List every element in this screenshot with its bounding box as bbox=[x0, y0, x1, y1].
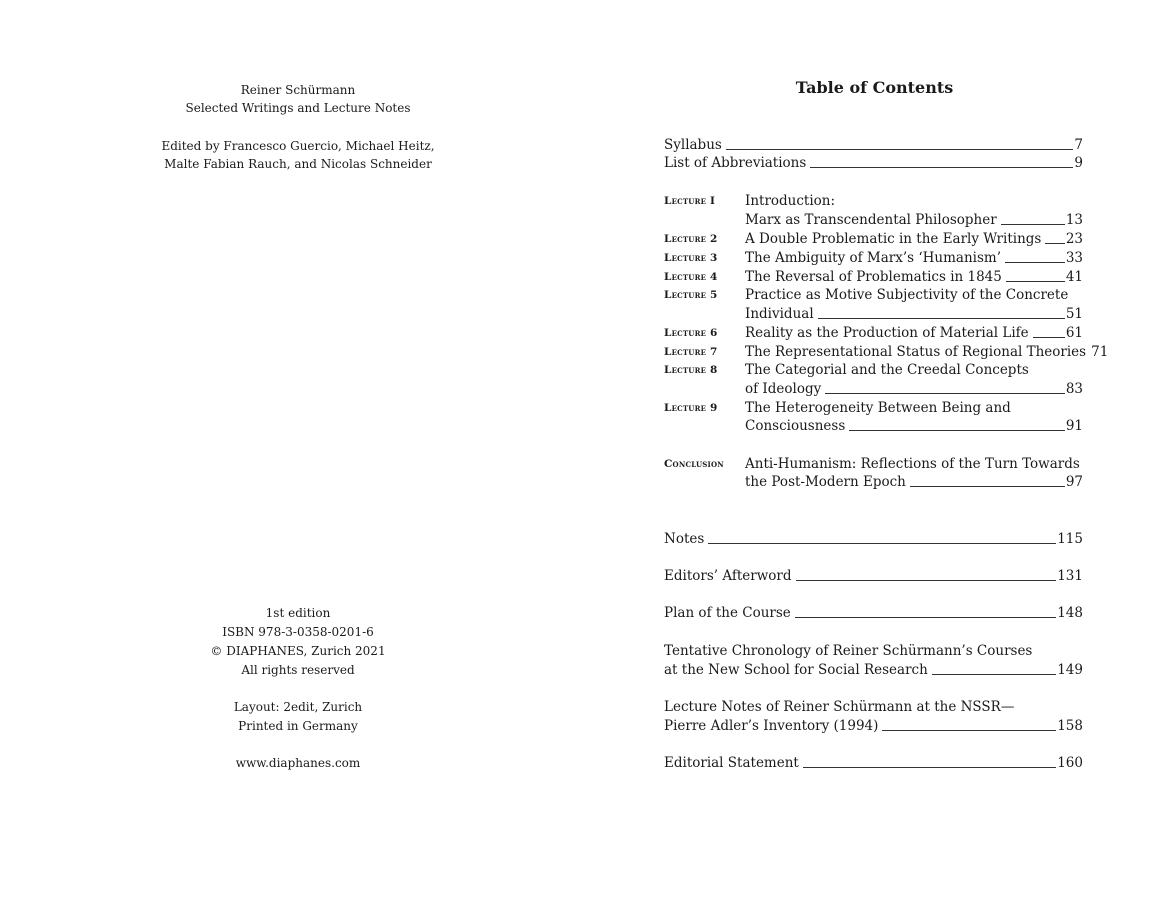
dotted-leader bbox=[1006, 281, 1065, 282]
toc-entry-title: Editors’ Afterword bbox=[664, 568, 792, 584]
lecture-label: Lecture 4 bbox=[664, 271, 718, 283]
toc-entry-lecture-4[interactable] bbox=[745, 268, 1083, 286]
toc-entry-title: The Ambiguity of Marx’s ‘Humanism’ bbox=[745, 250, 1001, 266]
toc-entry-page: 33 bbox=[1065, 250, 1083, 266]
toc-entry-page: 158 bbox=[1057, 718, 1083, 734]
dotted-leader bbox=[803, 767, 1056, 768]
dotted-leader bbox=[810, 167, 1073, 168]
toc-entry-page: 9 bbox=[1074, 155, 1083, 171]
dotted-leader bbox=[1033, 337, 1065, 338]
toc-entry-title: Individual bbox=[745, 306, 814, 322]
toc-entry-page: 91 bbox=[1065, 418, 1083, 434]
toc-entry-title: The Heterogeneity Between Being and bbox=[745, 400, 1011, 416]
dotted-leader bbox=[796, 580, 1057, 581]
dotted-leader bbox=[849, 430, 1065, 431]
toc-entry-lecture-5[interactable] bbox=[745, 305, 1083, 323]
dotted-leader bbox=[1005, 262, 1065, 263]
conclusion-label: Conclusion bbox=[664, 458, 724, 470]
toc-entry-page: 148 bbox=[1057, 605, 1083, 621]
toc-entry-page: 51 bbox=[1065, 306, 1083, 322]
toc-entry-afterword[interactable] bbox=[664, 567, 1083, 585]
toc-entry-page: 115 bbox=[1057, 531, 1083, 547]
dotted-leader bbox=[1045, 243, 1064, 244]
dotted-leader bbox=[910, 486, 1065, 487]
rights: All rights reserved bbox=[241, 663, 355, 677]
lecture-label: Lecture 8 bbox=[664, 364, 718, 376]
toc-entry-notes[interactable] bbox=[664, 530, 1083, 548]
dotted-leader bbox=[818, 318, 1065, 319]
lecture-label: Lecture 2 bbox=[664, 233, 718, 245]
edition: 1st edition bbox=[265, 606, 331, 620]
dotted-leader bbox=[726, 149, 1074, 150]
toc-entry-title: Lecture Notes of Reiner Schürmann at the NSSR— bbox=[664, 699, 1015, 715]
toc-entry-title: Syllabus bbox=[664, 137, 722, 153]
toc-entry-lecture-2[interactable] bbox=[745, 230, 1083, 248]
toc-entry-chronology[interactable] bbox=[664, 661, 1083, 679]
editors-line-2: Malte Fabian Rauch, and Nicolas Schneider bbox=[164, 157, 432, 171]
toc-entry-title: List of Abbreviations bbox=[664, 155, 807, 171]
toc-entry-syllabus[interactable] bbox=[664, 136, 1083, 154]
lecture-label: Lecture 6 bbox=[664, 327, 718, 339]
toc-entry-title: of Ideology bbox=[745, 381, 822, 397]
toc-entry-page: 83 bbox=[1065, 381, 1083, 397]
lecture-label: Lecture 7 bbox=[664, 346, 718, 358]
toc-entry-page: 23 bbox=[1065, 231, 1083, 247]
lecture-label: Lecture 3 bbox=[664, 252, 718, 264]
author-name: Reiner Schürmann bbox=[240, 83, 356, 97]
toc-entry-page: 97 bbox=[1065, 474, 1083, 490]
series-title: Selected Writings and Lecture Notes bbox=[185, 101, 411, 115]
toc-entry-page: 13 bbox=[1065, 212, 1083, 228]
dotted-leader bbox=[708, 543, 1056, 544]
layout-credit: Layout: 2edit, Zurich bbox=[233, 700, 363, 714]
toc-entry-title: Reality as the Production of Material Life bbox=[745, 325, 1029, 341]
toc-entry-title: Consciousness bbox=[745, 418, 846, 434]
toc-entry-title: Anti-Humanism: Reflections of the Turn Towards bbox=[745, 456, 1080, 472]
editors-line-1: Edited by Francesco Guercio, Michael Heitz, bbox=[161, 139, 435, 153]
toc-entry-title: Marx as Transcendental Philosopher bbox=[745, 212, 997, 228]
lecture-label: Lecture I bbox=[664, 195, 716, 207]
toc-entry-title: The Categorial and the Creedal Concepts bbox=[745, 362, 1029, 378]
toc-entry-lecture-6[interactable] bbox=[745, 324, 1083, 342]
toc-entry-title: Plan of the Course bbox=[664, 605, 791, 621]
table-of-contents bbox=[596, 0, 1172, 912]
toc-entry-plan[interactable] bbox=[664, 604, 1083, 622]
lecture-label: Lecture 9 bbox=[664, 402, 718, 414]
toc-entry-inventory[interactable] bbox=[664, 717, 1083, 735]
toc-entry-title: Pierre Adler’s Inventory (1994) bbox=[664, 718, 879, 734]
toc-entry-title: Notes bbox=[664, 531, 705, 547]
dotted-leader bbox=[882, 730, 1056, 731]
isbn: ISBN 978-3-0358-0201-6 bbox=[222, 625, 374, 639]
toc-entry-lecture-1[interactable] bbox=[745, 211, 1083, 229]
toc-entry-page: 61 bbox=[1065, 325, 1083, 341]
lecture-label: Lecture 5 bbox=[664, 289, 718, 301]
toc-entry-page: 41 bbox=[1065, 269, 1083, 285]
toc-entry-title: at the New School for Social Research bbox=[664, 662, 928, 678]
toc-entry-page: 149 bbox=[1057, 662, 1083, 678]
dotted-leader bbox=[825, 393, 1065, 394]
toc-entry-title: Introduction: bbox=[745, 193, 836, 209]
toc-entry-lecture-7[interactable] bbox=[745, 343, 1109, 361]
toc-entry-abbreviations[interactable] bbox=[664, 154, 1083, 172]
toc-entry-page: 71 bbox=[1091, 344, 1109, 360]
toc-entry-editorial-statement[interactable] bbox=[664, 754, 1083, 772]
toc-entry-title: Editorial Statement bbox=[664, 755, 799, 771]
toc-entry-page: 131 bbox=[1057, 568, 1083, 584]
dotted-leader bbox=[795, 617, 1056, 618]
printed-in: Printed in Germany bbox=[238, 719, 358, 733]
toc-entry-lecture-3[interactable] bbox=[745, 249, 1083, 267]
toc-entry-lecture-8[interactable] bbox=[745, 380, 1083, 398]
website-link[interactable]: www.diaphanes.com bbox=[235, 756, 361, 770]
toc-entry-page: 160 bbox=[1057, 755, 1083, 771]
copyright: © DIAPHANES, Zurich 2021 bbox=[210, 644, 386, 658]
toc-entry-lecture-9[interactable] bbox=[745, 417, 1083, 435]
toc-entry-title: the Post-Modern Epoch bbox=[745, 474, 906, 490]
toc-entry-title: The Representational Status of Regional Theories bbox=[745, 344, 1087, 360]
toc-title: Table of Contents bbox=[795, 78, 954, 97]
toc-entry-conclusion[interactable] bbox=[745, 473, 1083, 491]
dotted-leader bbox=[932, 674, 1056, 675]
toc-entry-page: 7 bbox=[1074, 137, 1083, 153]
toc-entry-title: The Reversal of Problematics in 1845 bbox=[745, 269, 1002, 285]
toc-entry-title: Practice as Motive Subjectivity of the Concrete bbox=[745, 287, 1069, 303]
toc-entry-title: A Double Problematic in the Early Writings bbox=[745, 231, 1042, 247]
toc-entry-title: Tentative Chronology of Reiner Schürmann’s Courses bbox=[664, 643, 1033, 659]
dotted-leader bbox=[1001, 224, 1065, 225]
